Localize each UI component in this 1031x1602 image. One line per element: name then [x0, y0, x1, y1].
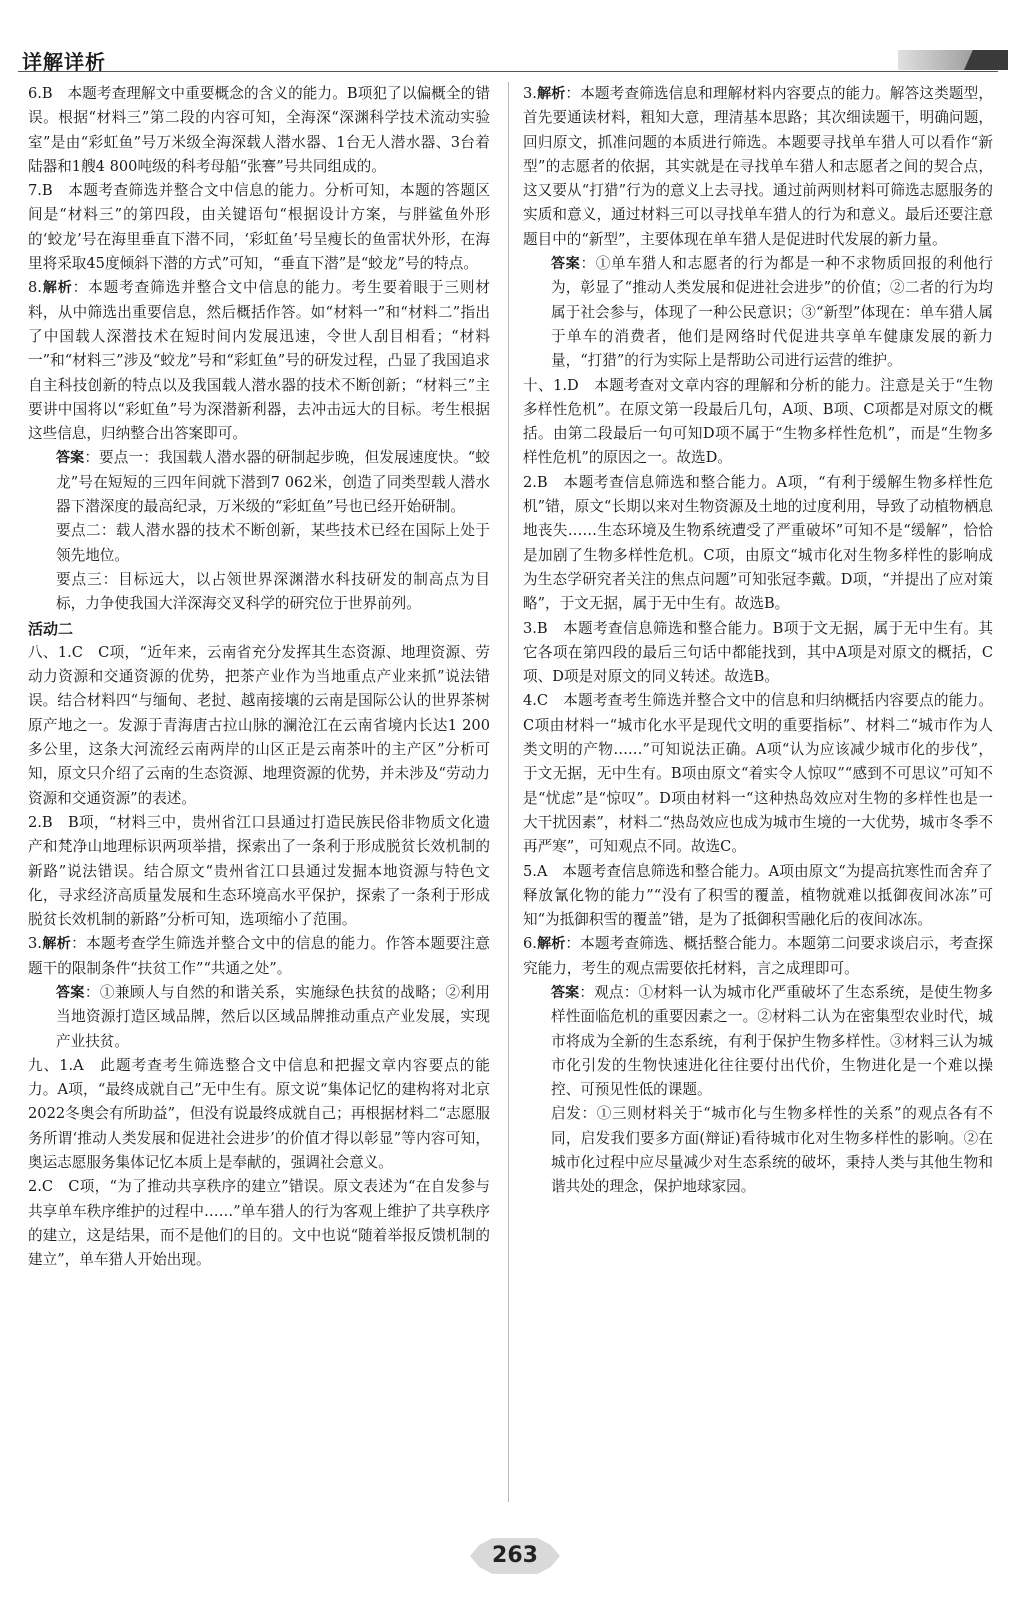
- answer-10-5: 5.A 本题考查信息筛选和整合能力。A项由原文“为提高抗寒性而舍弃了释放氰化物的能力”“没有了积雪的覆盖，植物就难以抵御夜间冰冻”可知“为抵御积雪的覆盖”错，是为了抵御积雪融化后的夜间冰冻。: [523, 862, 993, 929]
- analysis-text: ：本题考查筛选并整合文中信息的能力。考生要着眼于三则材料，从中筛选出重要信息，然后概括作答。如“材料一”和“材料二”指出了中国载人深潜技术在短时间内发展迅速，令世人刮目相看；“材料一”和“材料三”涉及“蛟龙”号和“彩虹鱼”号的研发过程，凸显了我国追求自主科技创新的特点以及我国载人潜水器的技术不断创新；“材料三”主要讲中国将以“彩虹鱼”号为深潜新利器，去冲击远大的目标。考生根据这些信息，归纳整合出答案即可。: [28, 279, 490, 443]
- answer-10-6-key: [523, 981, 993, 1102]
- analysis-label: 解析: [41, 280, 73, 297]
- answer-10-4: 4.C 本题考查考生筛选并整合文中的信息和归纳概括内容要点的能力。C项由材料一“城市化水平是现代文明的重要指标”、材料二“城市作为人类文明的产物……”可知说法正确。A项“认为应该减少城市化的步伐”，于文无据，无中生有。B项由原文“着实令人惊叹”“感到不可思议”可知不是“忧虑”是“惊叹”。D项由材料一“这种热岛效应对生物的多样性也是一大干扰因素”，材料二“热岛效应也成为城市生境的一大优势，城市冬季不再严寒”，可知观点不同。故选C。: [523, 692, 993, 856]
- header-decoration: [898, 50, 1008, 70]
- answer-8b-3-key: [28, 981, 490, 1054]
- answer-label: 答案: [551, 984, 580, 1001]
- page-header: [18, 40, 1018, 76]
- answer-label: 答案: [56, 984, 85, 1001]
- q-number: 8.: [28, 279, 42, 297]
- section-heading: 活动二: [28, 619, 74, 638]
- header-title: 详解详析: [22, 50, 106, 74]
- right-column: [523, 82, 993, 1200]
- analysis-text: ：本题考查筛选、概括整合能力。本题第二问要求谈启示，考查探究能力，考生的观点需要依托材料，言之成理即可。: [523, 935, 993, 977]
- answer-label: 答案: [551, 256, 581, 273]
- left-column: [28, 82, 490, 1273]
- answer-8b-3-analysis: [28, 932, 490, 981]
- answer-label: 答案: [56, 450, 85, 467]
- column-divider: [508, 82, 509, 1502]
- answer-10-1: 十、1.D 本题考查对文章内容的理解和分析的能力。注意是关于“生物多样性危机”。在原文第一段最后几句，A项、B项、C项都是对原文的概括。由第二段最后一句可知D项不属于“生物多样性危机”，而是“生物多样性危机”的原因之一。故选D。: [523, 376, 993, 467]
- answer-9-3-key: [523, 252, 993, 373]
- analysis-text: ：本题考查学生筛选并整合文中的信息的能力。作答本题要注意题干的限制条件“扶贫工作”“共通之处”。: [28, 935, 491, 977]
- page-number: [470, 1538, 560, 1574]
- answer-10-3: 3.B 本题考查信息筛选和整合能力。B项于文无据，属于无中生有。其它各项在第四段的最后三句话中都能找到，其中A项是对原文的概括，C项、D项是对原文的同义转述。故选B。: [523, 619, 993, 686]
- answer-7: 7.B 本题考查筛选并整合文中信息的能力。分析可知，本题的答题区间是“材料三”的第四段，由关键语句“根据设计方案，与胖鲨鱼外形的‘蛟龙’号在海里垂直下潜不同，‘彩虹鱼’号呈瘦长的鱼雷状外形，在海里将采取45度倾斜下潜的方式”可知，“垂直下潜”是“蛟龙”号的特点。: [28, 182, 490, 273]
- header-rule: [18, 71, 998, 72]
- answer-9-3-analysis: [523, 82, 993, 252]
- analysis-label: 解析: [41, 936, 72, 953]
- q-number: 3.: [523, 85, 537, 102]
- answer-8-key: [28, 446, 490, 519]
- analysis-text: ：本题考查筛选信息和理解材料内容要点的能力。解答这类题型，首先要通读材料，粗知大意，理清基本思路；其次细读题干，明确问题，回归原文，抓准问题的本质进行筛选。本题要寻找单车猎人可以看作“新型”的志愿者的依据，其实就是在寻找单车猎人和志愿者之间的契合点，这又要从“打猎”行为的意义上去寻找。通过前两则材料可筛选志愿服务的实质和意义，通过材料三可以寻找单车猎人的行为和意义。最后还要注意题目中的“新型”，主要体现在单车猎人是促进时代发展的新力量。: [523, 85, 993, 248]
- answer-text: ：要点一：我国载人潜水器的研制起步晚，但发展速度快。“蛟龙”号在短短的三四年间就下潜到7 062米，创造了同类型载人潜水器下潜深度的最高纪录，万米级的“彩虹鱼”号也已经开始研制。: [56, 449, 490, 516]
- answer-8-point3: 要点三：目标远大，以占领世界深渊潜水科技研发的制高点为目标，力争使我国大洋深海交叉科学的研究位于世界前列。: [56, 570, 490, 613]
- answer-8-point2: 要点二：载人潜水器的技术不断创新，某些技术已经在国际上处于领先地位。: [56, 522, 490, 564]
- q-number: 3.: [28, 935, 42, 953]
- answer-8b-2: 2.B B项，“材料三中，贵州省江口县通过打造民族民俗非物质文化遗产和梵净山地理标识两项举措，探索出了一条利于形成脱贫长效机制的新路”说法错误。结合原文“贵州省江口县通过发掘本地资源与特色文化，寻求经济高质量发展和生态环境高水平保护，探索了一条利于形成脱贫长效机制的新路”分析可知，选项缩小了范围。: [28, 813, 490, 929]
- answer-9-2: 2.C C项，“为了推动共享秩序的建立”错误。原文表述为“在自发参与共享单车秩序维护的过程中……”单车猎人的行为客观上维护了共享秩序的建立，这是结果，而不是他们的目的。文中也说“随着举报反馈机制的建立”，单车猎人开始出现。: [28, 1178, 490, 1269]
- analysis-label: 解析: [536, 86, 566, 102]
- answer-9-1: 九、1.A 此题考查考生筛选整合文中信息和把握文章内容要点的能力。A项，“最终成就自己”无中生有。原文说“集体记忆的建构将对北京2022冬奥会有所助益”，但没有说最终成就自己；再根据材料二“志愿服务所谓‘推动人类发展和促进社会进步’的价值才得以彰显”等内容可知，奥运志愿服务集体记忆本质上是奉献的，强调社会意义。: [28, 1056, 490, 1172]
- q-number: 6.: [523, 935, 537, 953]
- answer-10-6-inspiration: 启发：①三则材料关于“城市化与生物多样性的关系”的观点各有不同，启发我们要多方面(辩证)看待城市化对生物多样性的影响。②在城市化过程中应尽量减少对生态系统的破坏，秉持人类与其他生物和谐共处的理念，保护地球家园。: [551, 1105, 993, 1196]
- answer-8b-1: 八、1.C C项，“近年来，云南省充分发挥其生态资源、地理资源、劳动力资源和交通资源的优势，把茶产业作为当地重点产业来抓”说法错误。结合材料四“与缅甸、老挝、越南接壤的云南是国际公认的世界茶树原产地之一。发源于青海唐古拉山脉的澜沧江在云南省境内长达1 200多公里，这条大河流经云南两岸的山区正是云南茶叶的主产区”分析可知，原文只介绍了云南的生态资源、地理资源的优势，并未涉及“劳动力资源和交通资源”的表述。: [28, 643, 490, 807]
- analysis-label: 解析: [536, 936, 566, 953]
- answer-8-analysis: [28, 276, 490, 446]
- page-number-text: 263: [492, 1543, 538, 1568]
- answer-text: ：①兼顾人与自然的和谐关系，实施绿色扶贫的战略；②利用当地资源打造区域品牌，然后以区域品牌推动重点产业发展，实现产业扶贫。: [56, 983, 490, 1050]
- answer-6: 6.B 本题考查理解文中重要概念的含义的能力。B项犯了以偏概全的错误。根据“材料三”第二段的内容可知，全海深“深渊科学技术流动实验室”是由“彩虹鱼”号万米级全海深载人潜水器、1台无人潜水器、3台着陆器和1艘4 800吨级的科考母船“张謇”号共同组成的。: [28, 85, 490, 175]
- answer-text: ：①单车猎人和志愿者的行为都是一种不求物质回报的利他行为，彰显了“推动人类发展和促进社会进步”的价值；②二者的行为均属于社会参与，体现了一种公民意识；③“新型”体现在：单车猎人属于单车的消费者，他们是网络时代促进共享单车健康发展的新力量，“打猎”的行为实际上是帮助公司进行运营的维护。: [551, 255, 993, 370]
- answer-10-6-analysis: [523, 932, 993, 981]
- answer-10-2: 2.B 本题考查信息筛选和整合能力。A项，“有利于缓解生物多样性危机”错，原文“长期以来对生物资源及土地的过度利用，导致了动植物栖息地丧失……生态环境及生物系统遭受了严重破坏”可知不是“缓解”，恰恰是加剧了生物多样性危机。C项，由原文“城市化对生物多样性的影响成为生态学研究者关注的焦点问题”可知张冠李戴。D项，“并提出了应对策略”，于文无据，属于无中生有。故选B。: [523, 473, 993, 613]
- answer-text: ：观点：①材料一认为城市化严重破坏了生态系统，是使生物多样性面临危机的重要因素之一。②材料二认为在密集型农业时代，城市将成为全新的生态系统，有利于保护生物多样性。③材料三认为城市化引发的生物快速进化往往要付出代价，生物进化是一个难以操控、可预见性低的课题。: [551, 983, 993, 1099]
